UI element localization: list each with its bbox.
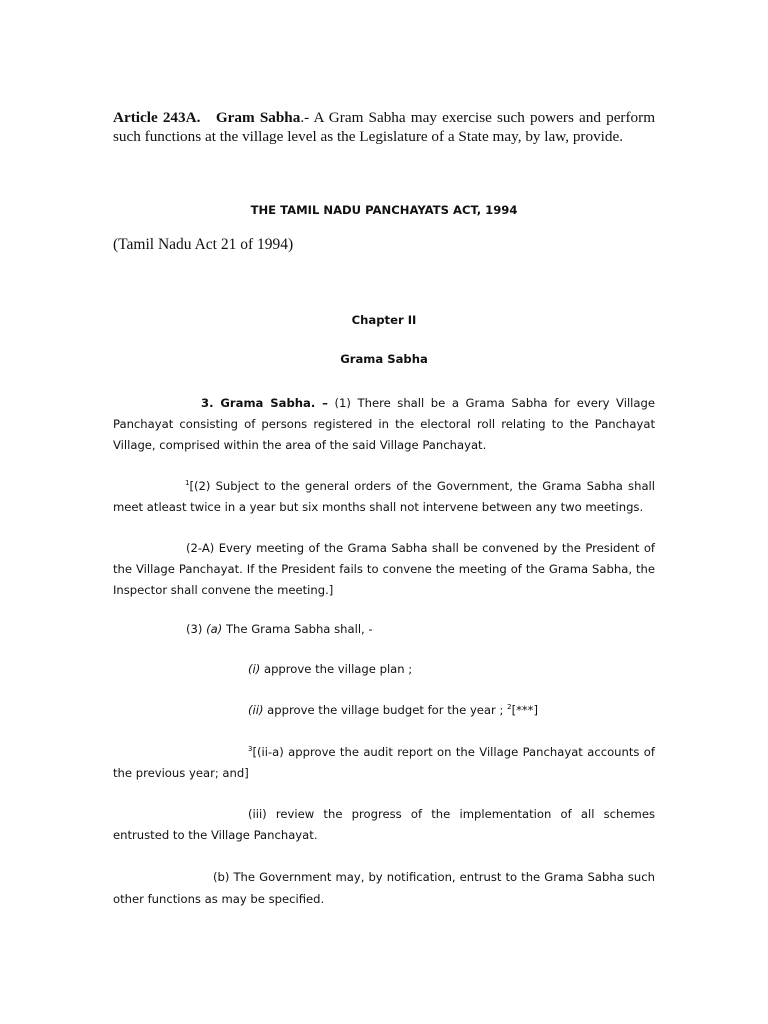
act-heading-text: THE TAMIL NADU PANCHAYATS ACT, 1994 <box>250 203 518 217</box>
clause-b-line-1: (b) The Government may, by notification, entrust to the Grama Sabha such <box>213 870 655 884</box>
article-title: Gram Sabha <box>215 109 301 126</box>
item-iia <box>113 742 655 784</box>
item-iia-line-2: the previous year; and] <box>113 766 249 780</box>
item-iii-line-1: (iii) review the progress of the implementation of all schemes <box>248 807 655 821</box>
section-3-line-2: Panchayat consisting of persons registered in the electoral roll relating to the Panchayat <box>113 417 655 431</box>
chapter-title <box>113 352 655 366</box>
article-number: Article 243A. <box>113 109 201 126</box>
footnote-marker-2: 2 <box>507 703 512 711</box>
chapter-heading <box>113 313 655 327</box>
subsection-3-prefix: (3) <box>186 622 207 636</box>
item-iii <box>113 804 655 846</box>
subsection-2-line-1 <box>113 476 655 497</box>
subsection-3-text: The Grama Sabha shall, - <box>222 622 373 636</box>
article-text-line-1: .- A Gram Sabha may exercise such powers and perform <box>300 109 656 126</box>
act-subtitle <box>113 236 655 254</box>
subsection-2-line-2: meet atleast twice in a year but six months shall not intervene between any two meetings. <box>113 500 644 514</box>
item-i-label: (i) <box>248 662 261 676</box>
clause-a-label: (a) <box>206 622 223 636</box>
chapter-number: Chapter II <box>351 313 417 327</box>
subsection-3-paragraph <box>113 622 655 636</box>
item-iia-line-1 <box>113 742 655 763</box>
item-i <box>113 662 655 676</box>
act-subtitle-text: (Tamil Nadu Act 21 of 1994) <box>113 236 294 253</box>
subsection-2-text-1: [(2) Subject to the general orders of the Government, the Grama Sabha shall <box>189 479 655 493</box>
item-ii-omission: [***] <box>511 703 538 717</box>
subsection-2a-line-3: Inspector shall convene the meeting.] <box>113 583 334 597</box>
section-3-title: 3. Grama Sabha. – <box>201 396 328 410</box>
item-ii-text: approve the village budget for the year ; <box>263 703 508 717</box>
footnote-marker-3: 3 <box>248 745 253 753</box>
item-iia-text-1: [(ii-a) approve the audit report on the Village Panchayat accounts of <box>252 745 655 759</box>
subsection-2a-line-2: the Village Panchayat. If the President fails to convene the meeting of the Grama Sabha, the <box>113 562 655 576</box>
article-line-1 <box>113 108 655 127</box>
item-ii <box>113 703 655 717</box>
section-3-line-1 <box>113 393 655 414</box>
chapter-title-text: Grama Sabha <box>340 352 428 366</box>
subsection-2a-paragraph <box>113 538 655 601</box>
subsection-2-paragraph <box>113 476 655 518</box>
clause-b-line-2: other functions as may be specified. <box>113 892 325 906</box>
footnote-marker-1: 1 <box>185 479 190 487</box>
article-243a-paragraph <box>113 108 655 146</box>
article-text-line-2: such functions at the village level as the Legislature of a State may, by law, provide. <box>113 128 624 145</box>
item-i-text: approve the village plan ; <box>260 662 413 676</box>
section-3-line-3: Village, comprised within the area of the said Village Panchayat. <box>113 438 487 452</box>
item-iii-line-2: entrusted to the Village Panchayat. <box>113 828 318 842</box>
item-ii-label: (ii) <box>248 703 264 717</box>
act-heading <box>113 203 655 217</box>
section-3-paragraph <box>113 393 655 456</box>
clause-b-paragraph <box>113 866 655 910</box>
section-3-text-1: (1) There shall be a Grama Sabha for every Village <box>327 396 655 410</box>
subsection-2a-line-1: (2-A) Every meeting of the Grama Sabha shall be convened by the President of <box>186 541 655 555</box>
